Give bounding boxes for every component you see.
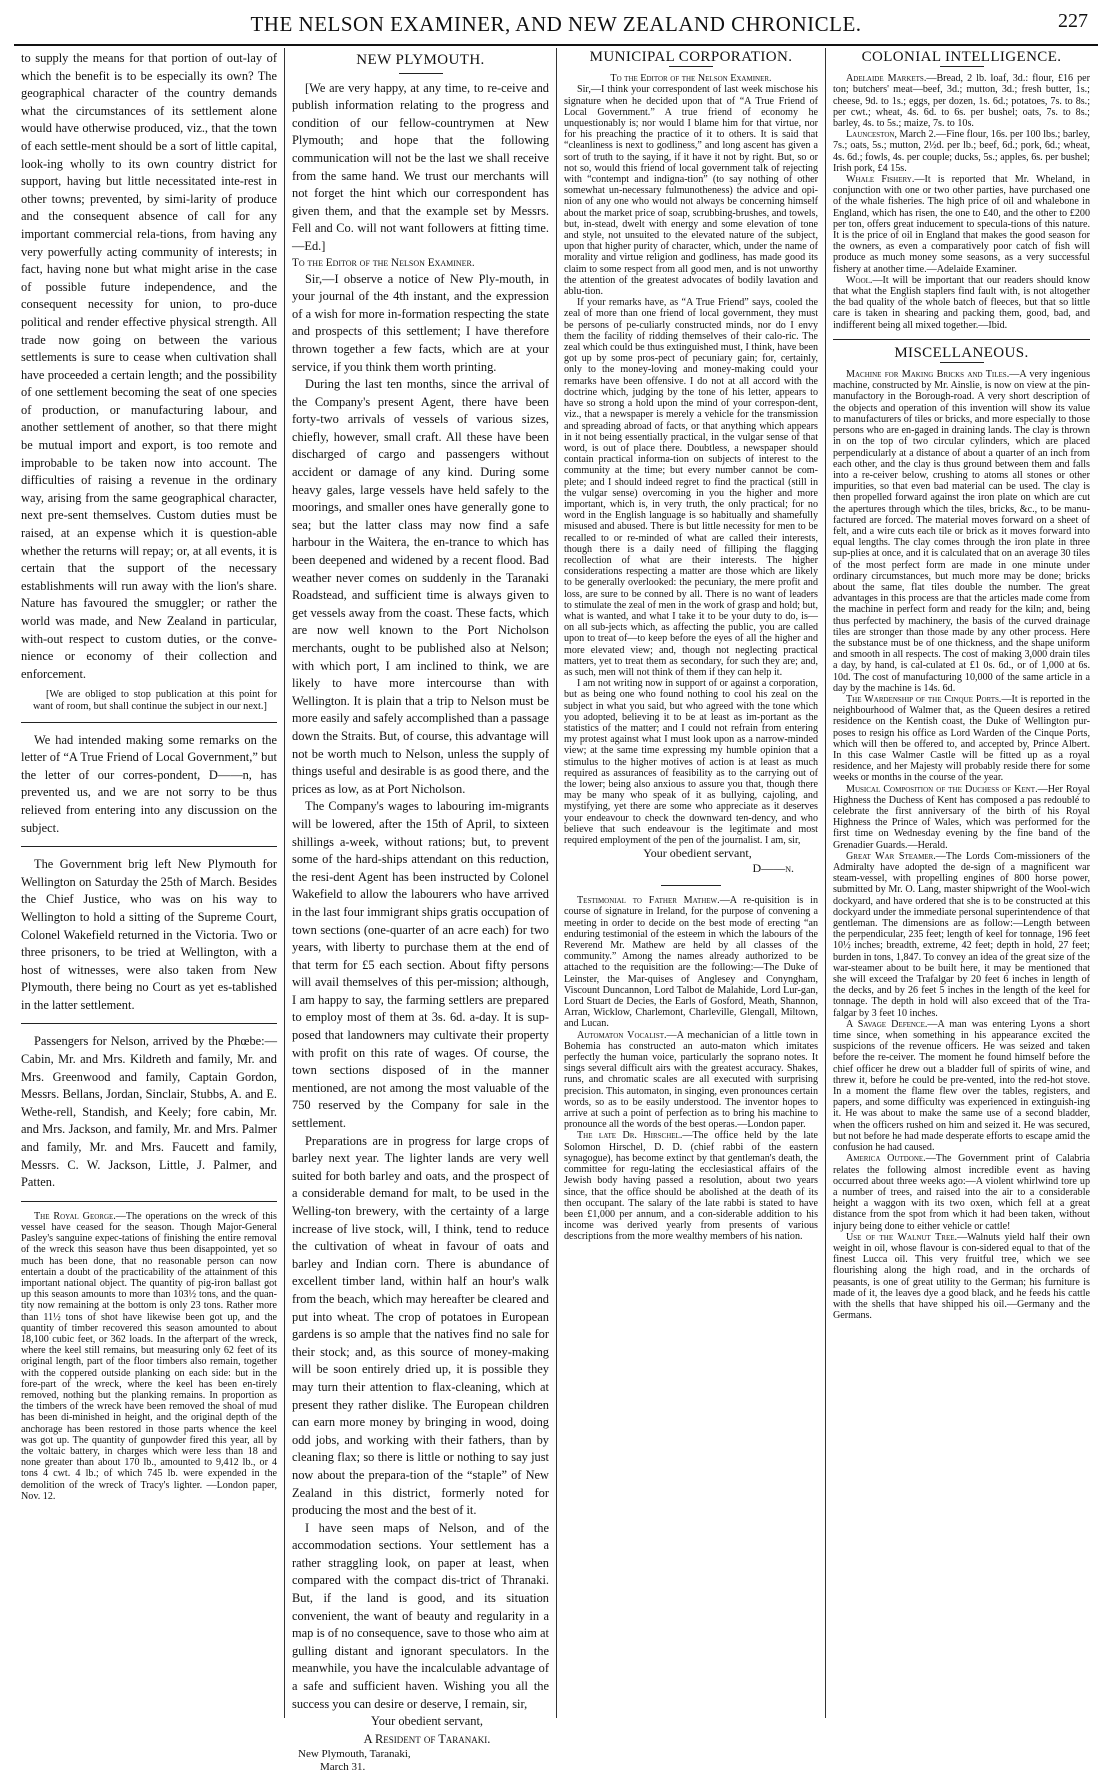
column-2: [285, 48, 557, 1774]
divider: [833, 339, 1090, 340]
warden-item: [833, 694, 1090, 784]
launceston-heading: Launceston,: [846, 129, 897, 141]
heading-colonial-intelligence: COLONIAL INTELLIGENCE.: [861, 49, 1062, 65]
paragraph-government-brig: The Government brig left New Plymouth for Wellington on Saturday the 25th of March. Besides the Chief Justice, who was on his way to Wellington to hold a sitting of the Supreme Court, Colonel Wakefield returned in the Victoria. Two or three prisoners, to be tried at Wellington, with a host of witnesses, were also taken from New Plymouth, there being no Court as yet es-tablished in the latter settlement.: [21, 857, 277, 1012]
wool-body: —It will be important that our readers should know that what the English staplers find fault with, is not altogether the bad quality of the whole batch of fleeces, but that so little care is taken in shearing and packing them, good, bad, and indifferent being all mixed together.—Ibid.: [833, 274, 1090, 331]
column-1: [14, 48, 285, 1718]
column-4: [826, 48, 1097, 1718]
letter-date: March 31.: [320, 1761, 366, 1774]
divider: [21, 846, 277, 847]
automaton-heading: Automaton Vocalist.: [577, 1029, 667, 1041]
royal-george-item: [21, 1211, 277, 1502]
letter-paragraph-2: If your remarks have, as “A True Friend” says, cooled the zeal of more than one friend of local government, they must be persons of pe-culiarly constructed minds, nor do I envy them the facility of ridding themselves of their calo-ric. The zeal which could be thus extinguished must, I think, have been got up by some pros-pect of pecuniary gain; for, certainly, only to the money-loving and money-making could your remarks have been offensive. I do not at all accord with the doctrine which, judging by the tone of his letter, appears to have so strong a hold upon the mind of your correspon-dent, viz., that a newspaper is merely a vehicle for the transmission and spreading abroad of facts, or that anything which appears in it not being essentially practical, in the vulgar sense of that word, is out of place there. Doubtless, a newspaper should contain practical informa-tion on subjects of interest to the community at the time; but every number cannot be com-plete; and I should indeed regret to find the practical (still in the vulgar sense) overcoming in you the higher and more important, which is, in very truth, the only practical; for no word in the English language is so habitually and shamefully misused and abused. There is but little necessity for men to be recalled to or re-minded of what are called their interests, though there is a daily need of filliping the flagging recollection of what are their interests. The higher considerations respecting a matter are those which are likely to be generally overlooked: the pecuniary, the mere profit and loss, are sure to be conned by all. There is no want of leaders to stimulate the zeal of men in the work of grasp and hold; but, what is wanted, and what I take it to be your duty to do, is—on all sub-jects which, as affecting the public, you are called upon to treat of—to keep before the eyes of all the higher and more elevated view; and, though not neglecting practical matters, yet to treat them as secondary, for such they are; and, as such, men will not think of them if they can help it.: [564, 297, 818, 678]
letter-paragraph-1: Sir,—I think your correspondent of last week mischose his signature when he decided upon that of “A True Friend of Local Government.” A true friend of economy he unquestionably is; nor would I blame him for that virtue, nor for his preaching the practice of it to others. It is said that “cleanliness is next to godliness,” and long ascent has given a sort of truth to the saying, if it have it not by right. But, so or not so, would this friend of local government talk of rejecting with “contempt and indigna-tion” (to say nothing of other somewhat un-necessary fulmunotheness) the advice and opi-nion of any one who would not always be concerning himself about the market price of soap, scrubbing-brushes, and towels, but, in-stead, dwelt with energy and some elevation of tone and style, not unsuited to the elevated nature of the subject, upon that higher purity of character, which, under the name of morality and virtue religion and godliness, has made good its claim to some respect from all good men, and is not unworthy the attention of the greatest advocates of bodily lavation and ablu-tion.: [564, 84, 818, 298]
editor-intro: [We are very happy, at any time, to re-ceive and publish information relating to the progress and condition of our fellow-countrymen at New Plymouth; and hope that the following communication will not be the last we shall receive from the same hand. We trust our merchants will not forget the hint which our correspondent has given them, and that the example set by Messrs. Fell and Co. will not want followers at fitting time.—Ed.]: [292, 80, 549, 253]
letter-signature: A Resident of Taranaki.: [363, 1731, 491, 1746]
heading-miscellaneous: MISCELLANEOUS.: [894, 344, 1029, 361]
steamer-item: [833, 851, 1090, 1019]
heading-new-plymouth: NEW PLYMOUTH.: [356, 52, 485, 68]
america-heading: America Outdone.: [846, 1153, 926, 1165]
article-continuation: to supply the means for that portion of out-lay of which the benefit is to be especially its own? The geographical character of the country demands what the circumstances of its settlement alone would have otherwise produced, viz., that the town of each settle-ment should be a sort of little capital, look-ing wholly to its own country district for support, having but little necessitated inte-rest in other towns; prevented, by simi-larity of produce and the consequent absence of call for any important commercial rela-tions, from having any very powerfully acting community of interests; in fact, having none but what might arise in the case of possible future independence, and the consequent necessity for union, to pro-duce political and render effective physical strength. All trade now going on between the various settlements is sure to cease when cultivation shall have proceeded a certain length; and the possibility of one settlement becoming the seat of one species of production, or manufacturing labour, and another settlement of another, so that there might be mutual import and export, is too remote and improbable to be taken now into account. The difficulties of raising a revenue in the ordinary way, arising from the same geographical character, next pre-sent themselves. Custom duties must be raised, at an expense which it is question-able whether the returns will repay; or, at all events, it is certain that the support of the necessary establishments will run away with the lion's share. Nature has favoured the smuggler; or rather the world was made, and New Zealand in particular, with-out respect to custom duties, or the conve-nience or economy of their collection and enforcement.: [21, 51, 277, 681]
walnut-body: —Walnuts yield half their own weight in oil, whose flavour is con-sidered equal to that of the finest Lucca oil. This very fruitful tree, which we see flourishing along the high road, and in the orchards of peasants, is one of great utility to the German; his furniture is made of it, the leaves dye a good black, and he feeds his cattle with the shells that have shipped his oil.—Germany and the Germans.: [833, 1231, 1090, 1322]
steamer-body: —The Lords Com-missioners of the Admiralty have adopted the de-sign of a magnificent war steam-vessel, with propelling engines of 800 horse power, submitted by Mr. O. Lang, master shipwright of the Wool-wich dockyard, and have ordered that she is to be constructed at this dockyard under the immediate personal superintendence of that gentleman. The dimensions are as follow:—Length between the perpendicular, 235 feet; length of keel for tonnage, 196 feet 10½ inches; breadth, extreme, 42 feet; depth in hold, 27 feet; burden in tons, 1,847. To convey an idea of the great size of the war-steamer about to be built here, it may be mentioned that she will exceed the Trafalgar by 20 feet 6 inches in length of the decks, and by 26 feet 5 inches in the length of the keel for tonnage. The depth in hold will also exceed that of the Tra-falgar by 3 feet 10 inches.: [833, 850, 1090, 1019]
letter-closing: Your obedient servant,: [643, 846, 752, 861]
letter-paragraph-3: The Company's wages to labouring im-migrants will be lowered, after the 15th of April, to sixteen shillings a-week, without rations; but, to prevent some of the hard-ships attendant on this reduction, the resi-dent Agent has been instructed by Colonel Wakefield to allow the labourers who have arrived in the last four immigrant ships gratis occupation of town sections (one-quarter of an acre each) for two years, with liberty to purchase them at the end of that term for £5 each section. About fifty persons will avail themselves of this per-mission; although, I am happy to say, the farming settlers are prepared to employ most of them at 3s. 6d. a-day. It is sup-posed that landowners may cultivate their property with profit on this rate of wages. Of course, the town sections disposed of in the manner mentioned, are not among the most valuable of the 750 reserved by the Company for sale in the settlement.: [292, 799, 549, 1131]
letter-paragraph-3: I am not writing now in support of or against a corporation, but as being one who found nothing to cool his zeal on the subject in what you said, but who agreed with the tone which you adopted, believing it to be at least as im-portant as the statistics of the matter; and I could not refrain from entering my protest against what I must look upon as a narrow-minded view; at the same time expressing my humble opinion that a stimulus to the higher motives of action is at least as much required as assurances of feasibility as to the carrying out of the lower; being also anxious to assure you that, though there may be many who speak of it as bullying, cajoling, and mystifying, yet there are some who appreciate as it deserves your endeavour to check the downward ten-dency, and who believe that such endeavour is the legitimate and most required employment of the pen of the journalist. I am, sir,: [564, 678, 818, 847]
columns: [14, 48, 1098, 1774]
kent-heading: Musical Composition of the Duchess of Kent.: [846, 783, 1038, 795]
divider: [21, 1201, 277, 1202]
wool-heading: Wool.: [846, 274, 873, 286]
to-editor-line: To the Editor of the Nelson Examiner.: [610, 73, 772, 85]
bricks-item: [833, 369, 1090, 694]
hirschel-heading: The late Dr. Hirschel.: [577, 1130, 683, 1142]
savage-body: —A man was entering Lyons a short time since, when something in his appearance excited the suspicions of the revenue officers. He was seized and taken before the re-ceiver. The moment he found himself before the chief officer he drew out a bladder full of spirits of wine, and threw it, before he could be pre-vented, into the red-hot stove. In a moment the flame flew over the tables, registers, and papers, and some difficulty was experienced in extinguish-ing it. He was about to make the same use of a second bladder, when the officers rushed on him and seized it. He was secured, but not before he had made desperate efforts to escape amid the confusion he had caused.: [833, 1018, 1090, 1154]
newspaper-title: THE NELSON EXAMINER, AND NEW ZEALAND CHRONICLE.: [250, 12, 862, 36]
bricks-body: —A very ingenious machine, constructed by Mr. Ainslie, is now on view at the pin-manufactory in the Borough-road. A very short description of the objects and operation of this invention will show its value to manufacturers of tiles or bricks, and more especially to those persons who are en-gaged in draining lands. The clay is thrown in on the top of two circular cylinders, which are placed perpendicularly at a distance of about a quarter of an inch from each other, and the clay is thus ground between them and falls into a re-ceiver below, crushing to atoms all stones or other impurities, so that even bad material can be used. The clay is then propelled forward against the iron plate on which are cut the apertures through which the tiles, bricks, &c., to be manu-factured are forced. The material moves forward on a sheet of felt, and a wire cuts each tile or brick as it moves forward into equal lengths. The clay comes through the iron plate in three sup-plies at once, and it is calculated that on an average 30 tiles of the most perfect form are made in one minute under ordinary circumstances, but much more may be done; bricks about the same, flat tiles double the number. The great advantages in this process are that the articles made come from the machine in perfect form and ready for the kiln; and, being thus perfected by machinery, the basis of the curved drainage tiles are stronger than those made by any other process. Here the substance must be of one thickness, and the shape uniform and smooth in all respects. The cost of making 3,000 drain tiles a day, by hand, is cal-culated at £1 0s. 6d., or of 1,000 at 6s. 10d. The cost of manufacturing 10,000 of the same article in a day by the machine is 14s. 6d.: [833, 369, 1090, 694]
page-number: 227: [1058, 10, 1088, 32]
column-3: [557, 48, 826, 1718]
america-body: —The Government print of Calabria relates the following almost incredible event as having occurred about three weeks ago:—A violent whirlwind tore up a number of trees, and raised into the air to a considerable height a waggon with its two oxen, which fell at a great distance from the spot from which it had been taken, without injury being done to either vehicle or cattle!: [833, 1153, 1090, 1232]
testimonial-heading: Testimonial to Father Mathew.: [577, 895, 720, 907]
adelaide-body: —Bread, 2 lb. loaf, 3d.: flour, £16 per ton; butchers' meat—beef, 3d.; mutton, 3d.; fresh butter, 1s.; cheese, 9d. to 1s.; eggs, per dozen, 1s. 6d.; potatoes, 7s. to 8s.; per cwt.; wheat, 4s. 6d. to 6s. per bushel; oats, 7s. to 8s.; barley, 4s. to 5s.; maize, 7s. to 10s.: [833, 73, 1090, 130]
letter-paragraph-2: During the last ten months, since the arrival of the Company's present Agent, there have been forty-two arrivals of vessels of various sizes, chiefly, however, small craft. All these have been discharged of cargo and passengers without accident or damage of any kind. During some heavy gales, large vessels have held safely to the moorings, and smaller ones have generally gone to sea; but the latter class may now find a safe harbour in the Waitera, the en-trance to which has been deepened and widened by a recent flood. Bad weather never comes on suddenly in the Taranaki Roadstead, and sufficient time is always given to get vessels away from the coast. These facts, which are now well known to the Port Nicholson merchants, ought to be published also at Nelson; with which port, I am inclined to think, we are likely to have more intercourse than with Wellington. It is plain that a trip to Nelson must be more easily and safely accomplished than a passage down the Straits. But, of course, this advantage will not be worth much to Nelson, unless the supply of things useful and desirable is as good there, and the prices as low, as at Port Nicholson.: [292, 377, 550, 796]
masthead: [14, 0, 1098, 46]
letter-closing: Your obedient servant,: [371, 1714, 483, 1729]
kent-item: [833, 784, 1090, 851]
automaton-item: [564, 1030, 818, 1131]
letter-paragraph-4: Preparations are in progress for large crops of barley next year. The lighter lands are very well suited for both barley and oats, and the prospect of a considerable demand for malt, to be used in the Welling-ton brewery, with the certainty of a large increase of live stock, will, I think, tend to reduce the cultivation of wheat in favour of oats and barley and Indian corn. There is abundance of excellent timber land, within half an hour's walk from the beach, which may hereafter be cleared and put into wheat. The crop of potatoes in European gardens is so ample that the natives find no sale for their stock; and, as this source of money-making will be soon entirely dried up, it is possible they may turn their attention to flax-cleaning, which at present they rather dislike. The European children can earn more money by bringing in wood, doing odd jobs, and working with their fathers, than by cleaning flax; so there is little or nothing to say just now about the prepara-tion of the “staple” of New Zealand in this district, formerly noted for producing the most and the best of it.: [292, 1133, 549, 1518]
savage-heading: A Savage Defence.: [846, 1018, 928, 1030]
heading-municipal-corporation: MUNICIPAL CORPORATION.: [589, 49, 793, 65]
heading-rule: [940, 362, 984, 363]
bricks-heading: Machine for Making Bricks and Tiles.: [846, 369, 1010, 381]
launceston-body: March 2.—Fine flour, 16s. per 100 lbs.; barley, 7s.; oats, 5s.; mutton, 2½d. per lb.; beef, 6d.; pork, 6d.; wheat, 4s. 6d.; fowls, 4s. per couple; ducks, 5s.; apples, 6s. per bushel; Irish pork, £4 15s.: [833, 129, 1090, 174]
adelaide-item: [833, 73, 1090, 129]
america-item: [833, 1153, 1090, 1231]
royal-george-heading: The Royal George.: [34, 1210, 116, 1222]
editor-note: [We are obliged to stop publication at this point for want of room, but shall continue the subject in our next.]: [33, 689, 277, 712]
testimonial-body: —A re-quisition is in course of signature in Ireland, for the purpose of convening a meeting in order to decide on the best mode of erecting “an enduring testimonial of the esteem in which the labours of the Reverend Mr. Mathew are held by all classes of the community.” Among the names already authorized to be attached to the requisition are the following:—The Duke of Leinster, the Mar-quises of Anglesey and Conyngham, Viscount Duncannon, Lord Talbot de Malahide, Lord Lur-gan, Lord Stuart de Decies, the Earls of Gosford, Meath, Shannon, Arran, Wicklow, Charlemont, Charleville, Glengall, Miltown, and Lucan.: [564, 895, 819, 1030]
whale-heading: Whale Fishery.: [846, 174, 915, 186]
heading-rule: [399, 73, 443, 74]
warden-body: —It is reported in the neighbourhood of Walmer that, as the Queen desires a retired residence on the Kentish coast, the Duke of Wellington pur-poses to resign his office as Lord Warden of the Cinque Ports, which will then be offered to, and accepted by, Prince Albert. In this case Walmer Castle will be fitted up as a royal residence, and her Majesty will probably reside there for some weeks or months in the course of the year.: [833, 693, 1090, 784]
letter-paragraph-1: Sir,—I observe a notice of New Ply-mouth, in your journal of the 4th instant, and the expression of a wish for more in-formation respecting the state and prospects of this settlement; I have therefore thrown together a few facts, which are at your service, if you think them worth printing.: [292, 271, 549, 374]
hirschel-item: [564, 1130, 818, 1242]
paragraph-true-friend: We had intended making some remarks on the letter of “A True Friend of Local Government,” but the letter of our corres-pondent, D——n, has prevented us, and we are not sorry to be thus relieved from entering into any discussion on the subject.: [21, 732, 277, 835]
whale-item: [833, 174, 1090, 275]
savage-item: [833, 1019, 1090, 1153]
adelaide-heading: Adelaide Markets.: [846, 73, 927, 85]
hirschel-body: —The office held by the late Solomon Hirschel, D. D. (chief rabbi of the eastern synagogue), has become extinct by that gentleman's death, the committee for regu-lating the ecclesiastical affairs of the Jewish body having passed a resolution, about two years since, that the office should be abolished at the death of its then occupant. The salary of the late rabbi is stated to have been £1,000 per annum, and a con-siderable addition to his income was derived yearly from presents of various descriptions from the more wealthy members of his nation.: [564, 1130, 818, 1243]
automaton-body: —A mechanician of a little town in Bohemia has constructed an auto-maton which imitates perfectly the human voice, particularly the soprano notes. It sings several difficult airs with the greatest accuracy. Shakes, runs, and chromatic scales are all executed with surprising precision. This automaton, in singing, even pronounces certain words, so as to be easily understood. The inventor hopes to arrive at such a point of perfection as to bring his machine to pronounce all the words of the best operas.—London paper.: [564, 1029, 818, 1131]
divider: [661, 885, 721, 886]
letter-place: New Plymouth, Taranaki,: [298, 1748, 411, 1761]
kent-body: —Her Royal Highness the Duchess of Kent has composed a pas redoublé to celebrate the first anniversary of the birth of his Royal Highness the Prince of Wales, which was performed for the first time on Wednesday evening by the fine band of the Grenadier Guards.—Herald.: [833, 783, 1090, 851]
letter-signature: D——n.: [752, 861, 794, 876]
walnut-heading: Use of the Walnut Tree.: [846, 1231, 958, 1243]
launceston-item: [833, 129, 1090, 174]
heading-rule: [940, 66, 984, 67]
walnut-item: [833, 1232, 1090, 1322]
letter-paragraph-5: I have seen maps of Nelson, and of the accommodation sections. Your settlement has a rather straggling look, on paper at least, when compared with the compact dis-trict of Thranaki. But, if the land is good, and its situation convenient, the want of beauty and regularity in a map is of no consequence, save to those who aim at gulling distant and ignorant speculators. In the meanwhile, you have the incalculable advantage of a safe and sufficient haven. Wishing you all the success you can desire or deserve, I remain, sir,: [292, 1520, 549, 1711]
steamer-heading: Great War Steamer.: [846, 850, 936, 862]
wool-item: [833, 275, 1090, 331]
to-editor-line: To the Editor of the Nelson Examiner.: [292, 256, 475, 269]
testimonial-item: [564, 895, 818, 1029]
warden-heading: The Wardenship of the Cinque Ports.: [846, 693, 1002, 705]
paragraph-passengers: Passengers for Nelson, arrived by the Phœbe:—Cabin, Mr. and Mrs. Kildreth and family, Mr. and Mrs. Greenwood and family, Captain Gordon, Messrs. Bellans, Jordan, Sinclair, Stubbs, A. and E. Wethe-rell, Standish, and Keely; fore cabin, Mr. and Mrs. Jackson, and family, Mr. and Mrs. Palmer and family, Mr. and Mrs. Faucett and family, Messrs. C. W. Jackson, Little, J. Palmer, and Patten.: [21, 1034, 277, 1190]
divider: [21, 1023, 277, 1024]
divider: [21, 722, 277, 723]
heading-rule: [669, 66, 713, 67]
whale-body: —It is reported that Mr. Wheland, in conjunction with one or two other parties, have purchased one of the whale fisheries. The high price of oil and whalebone in England, which has risen, the one to £40, and the other to £200 per ton, offers great inducement to specula-tions of this nature. It is the price of oil in England that makes the good season for the owners, as even a comparatively poor catch of fish will produce as much money some seasons, as a very successful fishery at another time.—Adelaide Examiner.: [833, 174, 1090, 275]
royal-george-body: —The operations on the wreck of this vessel have ceased for the season. Though Major-General Pasley's sanguine expec-tations of finishing the entire removal of the wreck this season have thus been disappointed, yet so much has been done, that no reasonable person can now entertain a doubt of the practicability of the attainment of this important national object. The quantity of pig-iron ballast got up this season amounts to more than 103½ tons, and the quan-tity now remaining at the bottom is only 23 tons. Rather more than 11½ tons of shot have likewise been got up, and the quantity of timber recovered this season amounted to about 18,100 cubic feet, or 362 loads. In the afterpart of the wreck, where the keel still remains, but measuring only 62 feet of its original length, part of the floor timbers also remain, together with the coppered outside planking on each side: but in the fore-part of the wreck, where the keel has been en-tirely removed, nothing but the planking remains. In proportion as the timbers of the wreck have been removed the shoal of mud has been di-minished in height, and the original depth of the anchorage has been restored in those parts whence the keel was got up. The quantity of gunpowder fired this year, all by the voltaic battery, in charges which were less than 18 and none greater than about 170 lb., amounted to 9,412 lb., or 4 tons 4 cwt. 4 lb.; of which 745 lb. were expended in the demolition of the wreck of Tracy's lighter. —London paper, Nov. 12.: [21, 1210, 277, 1502]
